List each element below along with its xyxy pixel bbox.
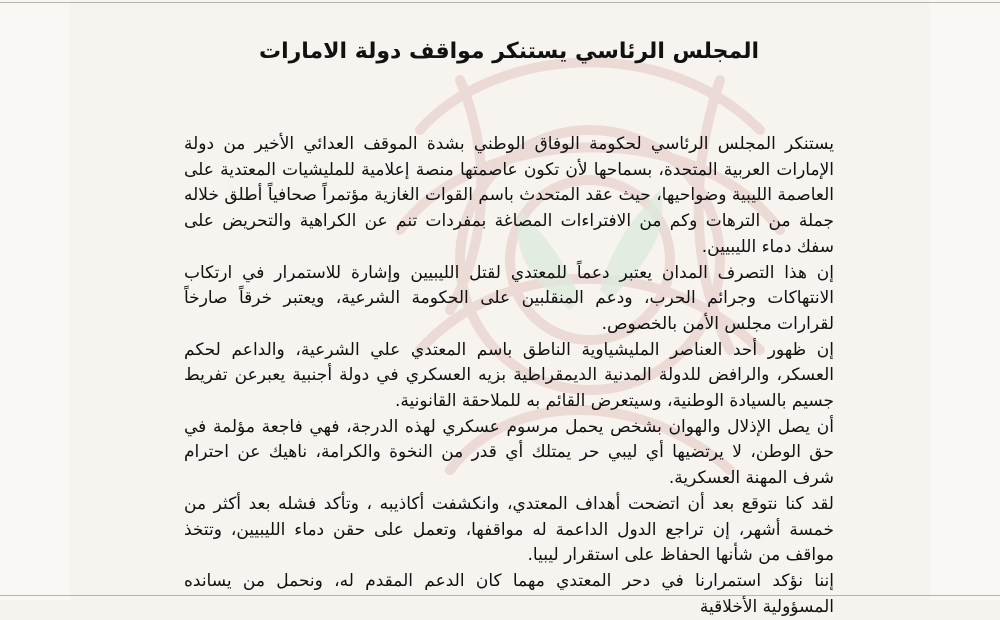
- paragraph-1: يستنكر المجلس الرئاسي لحكومة الوفاق الوطني بشدة الموقف العدائي الأخير من دولة الإمارات العربية المتحدة، بسماحها لأن تكون عاصمتها منصة إعلامية للمليشيات المعتدية على العاصمة الليبية وضواحيها، حيث عقد المتحدث باسم القوات الغازية مؤتمراً صحافياً أطلق خلاله جملة من الترهات وكم من الافتراءات المصاغة بمفردات تنم عن الكراهية والتحريض على سفك دماء الليبيين.: [184, 134, 834, 257]
- paragraph-6: إننا نؤكد استمرارنا في دحر المعتدي مهما كان الدعم المقدم له، ونحمل من يسانده المسؤولية الأخلاقية: [184, 570, 834, 617]
- paragraph-3: إن ظهور أحد العناصر المليشياوية الناطق باسم المعتدي علي الشرعية، والداعم لحكم العسكر، والرافض للدولة المدنية الديمقراطية بزيه العسكري في دولة أجنبية يعبرعن تفريط جسيم بالسيادة الوطنية، وسيتعرض القائم به للملاحقة القانونية.: [184, 339, 834, 412]
- left-margin: [0, 0, 70, 600]
- document-content: [184, 36, 834, 620]
- right-margin: [930, 0, 1000, 600]
- top-rule: [0, 2, 1000, 3]
- paragraph-4: أن يصل الإذلال والهوان بشخص يحمل مرسوم عسكري لهذه الدرجة، فهي فاجعة مؤلمة في حق الوطن، لا يرتضيها أي ليبي حر يمتلك أي قدر من النخوة والكرامة، ناهيك عن احترام شرف المهنة العسكرية.: [184, 416, 834, 489]
- paragraph-5: لقد كنا نتوقع بعد أن اتضحت أهداف المعتدي، وانكشفت أكاذيبه ، وتأكد فشله بعد أكثر من خمسة أشهر، إن تراجع الدول الداعمة له مواقفها، وتعمل على حقن دماء الليبيين، وتتخذ مواقف من شأنها الحفاظ على استقرار ليبيا.: [184, 493, 834, 566]
- document-body: [184, 132, 834, 620]
- paragraph-2: إن هذا التصرف المدان يعتبر دعماً للمعتدي لقتل الليبيين وإشارة للاستمرار في ارتكاب الانتهاكات وجرائم الحرب، ودعم المنقلبين على الحكومة الشرعية، ويعتبر خرقاً صارخاً لقرارات مجلس الأمن بالخصوص.: [184, 262, 834, 334]
- document-title: المجلس الرئاسي يستنكر مواقف دولة الامارات: [258, 39, 760, 64]
